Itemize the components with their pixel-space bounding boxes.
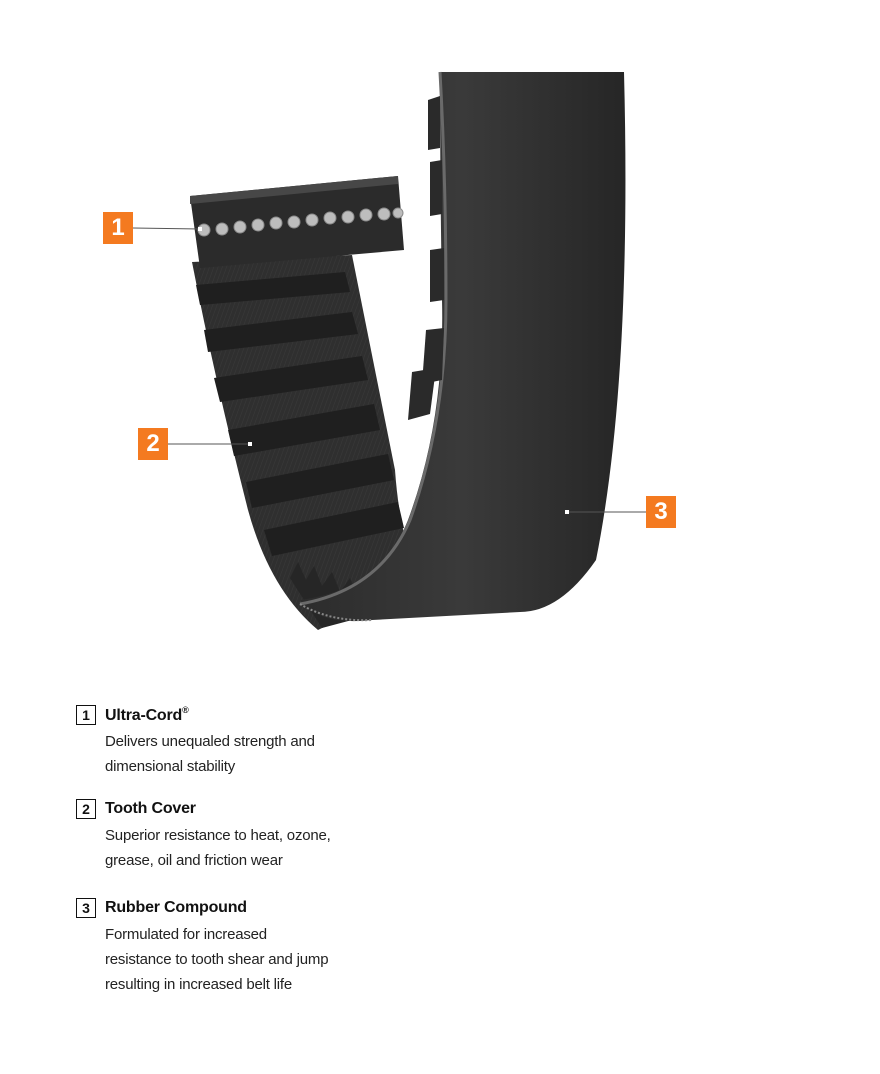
- legend-item-ultra-cord: [76, 704, 396, 779]
- callout-dot-3: [565, 510, 569, 514]
- callout-badge-1: 1: [103, 212, 133, 244]
- legend-description: Delivers unequaled strength and dimensional stability: [105, 733, 315, 775]
- callout-badge-3: 3: [646, 496, 676, 528]
- legend-item-rubber-compound: [76, 897, 396, 997]
- belt-cut-section: [190, 176, 404, 268]
- callout-dot-1: [198, 227, 202, 231]
- legend-title: Rubber Compound: [105, 899, 247, 916]
- legend-title: Ultra-Cord®: [105, 705, 189, 724]
- legend-number-box: 2: [76, 799, 96, 819]
- legend-description: Superior resistance to heat, ozone, grease, oil and friction wear: [105, 827, 331, 869]
- legend-title: Tooth Cover: [105, 800, 196, 817]
- legend-number-box: 1: [76, 705, 96, 725]
- callout-badge-2: 2: [138, 428, 168, 460]
- registered-mark: ®: [182, 705, 189, 715]
- legend-number-box: 3: [76, 898, 96, 918]
- callout-dot-2: [248, 442, 252, 446]
- legend-item-tooth-cover: [76, 798, 396, 873]
- legend-description: Formulated for increased resistance to tooth shear and jump resulting in increased belt life: [105, 926, 329, 993]
